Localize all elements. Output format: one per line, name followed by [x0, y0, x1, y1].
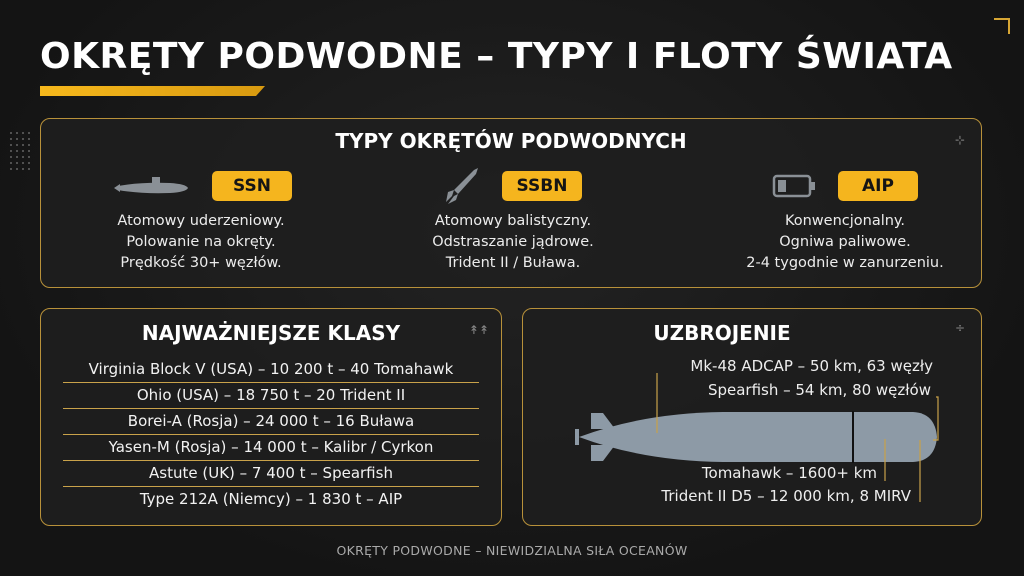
badge-aip: AIP: [838, 171, 918, 201]
classes-table: [41, 357, 501, 513]
weapon-label-mk48: Mk-48 ADCAP – 50 km, 63 węzły: [690, 357, 933, 375]
table-row: Ohio (USA) – 18 750 t – 20 Trident II: [63, 383, 479, 409]
corner-bracket: [994, 18, 1010, 34]
decorative-dots: [8, 130, 32, 170]
footer-caption: OKRĘTY PODWODNE – NIEWIDZIALNA SIŁA OCEANÓW: [336, 543, 688, 558]
missile-icon-small: ↟↟: [468, 323, 489, 337]
badge-ssn: SSN: [212, 171, 292, 201]
desc-line: 2-4 tygodnie w zanurzeniu.: [746, 255, 944, 271]
desc-line: Ogniwa paliwowe.: [779, 234, 911, 250]
page-title: OKRĘTY PODWODNE – TYPY I FLOTY ŚWIATA: [40, 36, 953, 77]
weapon-label-tomahawk: Tomahawk – 1600+ km: [701, 464, 877, 482]
battery-icon: [772, 173, 816, 199]
classes-panel: [40, 308, 502, 526]
desc-line: Prędkość 30+ węzłów.: [120, 255, 282, 271]
weapon-label-trident: Trident II D5 – 12 000 km, 8 MIRV: [661, 487, 911, 505]
weapons-panel: [522, 308, 982, 526]
type-ssn: [51, 169, 351, 274]
divide-icon: ÷: [954, 321, 965, 335]
weapons-heading: UZBROJENIE: [653, 321, 791, 345]
desc-line: Trident II / Buława.: [445, 255, 581, 271]
type-ssbn: [363, 169, 663, 274]
types-heading: TYPY OKRĘTÓW PODWODNYCH: [335, 129, 687, 153]
table-row: Virginia Block V (USA) – 10 200 t – 40 Tomahawk: [63, 357, 479, 383]
weapon-label-spearfish: Spearfish – 54 km, 80 węzłów: [707, 381, 931, 399]
table-row: Yasen-M (Rosja) – 14 000 t – Kalibr / Cyrkon: [63, 435, 479, 461]
desc-line: Konwencjonalny.: [784, 213, 906, 229]
title-underline: [40, 86, 265, 96]
desc-line: Atomowy uderzeniowy.: [117, 213, 285, 229]
desc-line: Atomowy balistyczny.: [434, 213, 592, 229]
types-panel: [40, 118, 982, 288]
missile-icon: [444, 166, 480, 206]
decorative-icon: ⊹: [954, 133, 965, 147]
submarine-icon: [110, 174, 190, 198]
badge-ssbn: SSBN: [502, 171, 582, 201]
table-row: Borei-A (Rosja) – 24 000 t – 16 Buława: [63, 409, 479, 435]
table-row: Type 212A (Niemcy) – 1 830 t – AIP: [139, 490, 403, 508]
desc-line: Polowanie na okręty.: [126, 234, 276, 250]
table-row: Astute (UK) – 7 400 t – Spearfish: [63, 461, 479, 487]
desc-line: Odstraszanie jądrowe.: [432, 234, 594, 250]
classes-heading: NAJWAŻNIEJSZE KLASY: [141, 321, 401, 345]
type-aip: [695, 169, 995, 274]
